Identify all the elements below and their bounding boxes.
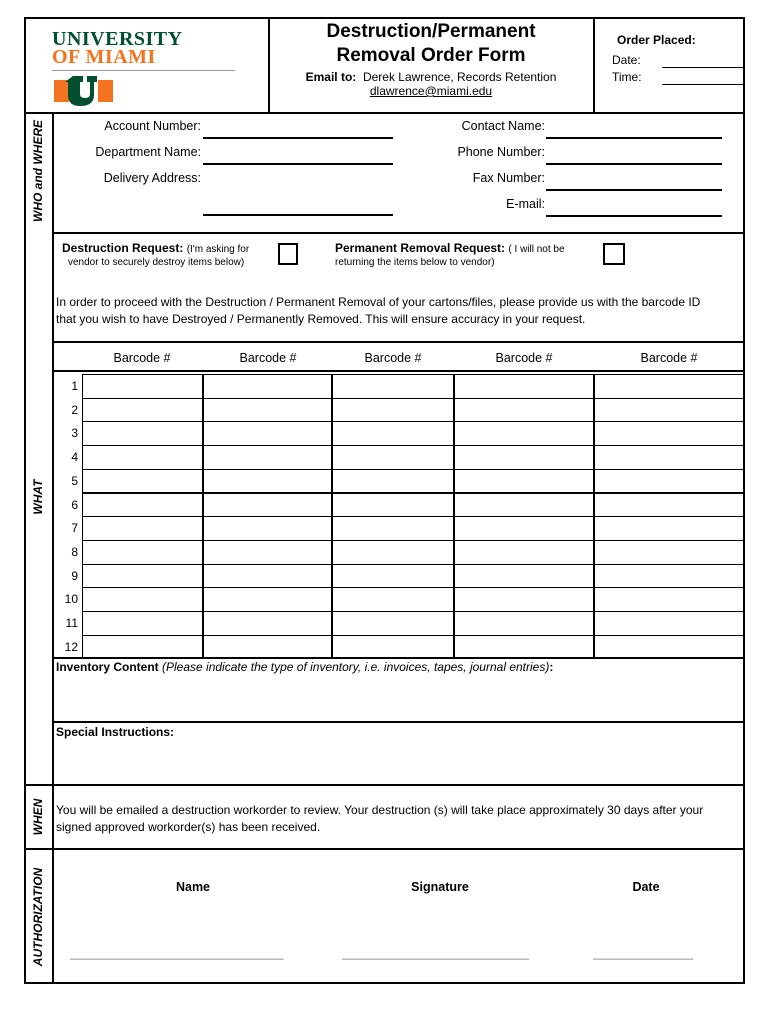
barcode-row-number: 8 — [71, 544, 78, 559]
barcode-cell[interactable] — [454, 445, 594, 470]
barcode-cell[interactable] — [332, 540, 454, 565]
barcode-cell[interactable] — [82, 493, 203, 518]
section-label-what: WHAT — [31, 479, 45, 515]
logo-university-text: UNIVERSITY — [52, 28, 183, 50]
title-line-1: Destruction/Permanent — [326, 21, 536, 42]
section-label-when: WHEN — [31, 798, 45, 836]
barcode-cell[interactable] — [203, 469, 332, 494]
barcode-header-5: Barcode # — [640, 351, 698, 365]
barcode-cell[interactable] — [82, 421, 203, 446]
delivery-address-label: Delivery Address: — [103, 171, 201, 185]
form-title — [270, 20, 592, 68]
barcode-row-number: 9 — [71, 568, 78, 583]
barcode-cell[interactable] — [594, 469, 744, 494]
email-label: E-mail: — [506, 197, 545, 211]
order-date-field[interactable] — [662, 67, 743, 68]
barcode-cell[interactable] — [594, 374, 744, 399]
barcode-cell[interactable] — [332, 469, 454, 494]
barcode-cell[interactable] — [332, 493, 454, 518]
barcode-cell[interactable] — [332, 516, 454, 541]
barcode-cell[interactable] — [332, 611, 454, 636]
phone-number-field[interactable] — [546, 163, 722, 165]
barcode-cell[interactable] — [454, 421, 594, 446]
permanent-removal-note-2: returning the items below to vendor) — [335, 257, 495, 268]
barcode-row-number: 2 — [71, 402, 78, 417]
barcode-cell[interactable] — [594, 398, 744, 423]
barcode-cell[interactable] — [454, 374, 594, 399]
account-number-field[interactable] — [203, 137, 393, 139]
instructions-line-2: that you wish to have Destroyed / Permanently Removed. This will ensure accuracy in your request. — [56, 312, 586, 326]
header-bottom-rule — [24, 112, 745, 114]
barcode-header-bottom-rule — [52, 370, 745, 372]
section-label-who-where: WHO and WHERE — [31, 120, 45, 222]
barcode-cell[interactable] — [203, 564, 332, 589]
barcode-cell[interactable] — [454, 469, 594, 494]
email-to-label: Email to — [305, 70, 353, 84]
who-bottom-rule — [52, 232, 745, 234]
barcode-cell[interactable] — [203, 587, 332, 612]
barcode-cell[interactable] — [594, 540, 744, 565]
barcode-cell[interactable] — [332, 421, 454, 446]
barcode-row-number: 12 — [64, 639, 78, 654]
barcode-header-4: Barcode # — [495, 351, 553, 365]
barcode-cell[interactable] — [82, 516, 203, 541]
section-label-column — [52, 112, 54, 984]
barcode-cell[interactable] — [203, 493, 332, 518]
barcode-cell[interactable] — [594, 445, 744, 470]
special-instructions-label: Special Instructions: — [56, 725, 175, 739]
order-time-label: Time: — [612, 70, 642, 84]
destruction-request-note: (I'm asking for — [186, 244, 250, 255]
department-name-label: Department Name: — [95, 145, 201, 159]
barcode-row-number: 10 — [64, 592, 78, 607]
destruction-request-title: Destruction Request: — [62, 241, 184, 255]
barcode-cell[interactable] — [594, 587, 744, 612]
title-line-2: Removal Order Form — [336, 45, 526, 66]
email-contact: Derek Lawrence, Records Retention — [362, 70, 557, 84]
barcode-cell[interactable] — [203, 398, 332, 423]
authorization-top-rule — [24, 848, 745, 850]
barcode-table-top-rule — [52, 341, 745, 343]
barcode-cell[interactable] — [594, 421, 744, 446]
email-field[interactable] — [546, 215, 722, 217]
barcode-cell[interactable] — [82, 635, 203, 660]
barcode-row-number: 6 — [71, 497, 78, 512]
barcode-header-2: Barcode # — [239, 351, 297, 365]
barcode-row-number: 4 — [71, 450, 78, 465]
u-logo-icon — [54, 76, 114, 106]
order-placed-label: Order Placed: — [617, 33, 696, 47]
barcode-header-3: Barcode # — [364, 351, 422, 365]
order-time-field[interactable] — [662, 84, 743, 85]
email-address-link[interactable]: dlawrence@miami.edu — [369, 84, 493, 98]
barcode-cell[interactable] — [82, 374, 203, 399]
barcode-cell[interactable] — [594, 635, 744, 660]
order-date-label: Date: — [612, 53, 641, 67]
barcode-cell[interactable] — [594, 493, 744, 518]
barcode-cell[interactable] — [454, 611, 594, 636]
inventory-note: (Please indicate the type of inventory, i.e. invoices, tapes, journal entries) — [162, 660, 550, 674]
logo-rule — [52, 70, 235, 71]
barcode-cell[interactable] — [82, 398, 203, 423]
barcode-cell[interactable] — [203, 445, 332, 470]
fax-number-field[interactable] — [546, 189, 722, 191]
barcode-cell[interactable] — [203, 374, 332, 399]
inventory-content-field[interactable] — [54, 678, 744, 720]
barcode-cell[interactable] — [203, 516, 332, 541]
barcode-instructions — [56, 294, 700, 328]
department-name-field[interactable] — [203, 163, 393, 165]
special-top-rule — [52, 721, 745, 723]
authorization-signature-header: Signature — [411, 880, 469, 894]
barcode-cell[interactable] — [82, 469, 203, 494]
phone-number-label: Phone Number: — [457, 145, 545, 159]
barcode-cell[interactable] — [454, 493, 594, 518]
delivery-address-field[interactable] — [203, 214, 393, 216]
barcode-cell[interactable] — [332, 445, 454, 470]
authorization-name-field[interactable]: ________________________________ — [70, 946, 284, 960]
when-line-2: signed approved workorder(s) has been received. — [56, 820, 321, 834]
destruction-request — [62, 241, 249, 255]
logo-of-miami-text: OF MIAMI — [52, 46, 156, 68]
authorization-name-header: Name — [175, 880, 211, 894]
barcode-cell[interactable] — [203, 635, 332, 660]
barcode-cell[interactable] — [332, 587, 454, 612]
inventory-top-rule — [52, 657, 745, 659]
university-logo — [52, 28, 237, 108]
inventory-colon: : — [549, 660, 554, 674]
special-instructions-field[interactable] — [54, 742, 744, 782]
barcode-cell[interactable] — [82, 445, 203, 470]
destruction-request-note-2: vendor to securely destroy items below) — [68, 257, 245, 268]
section-label-authorization: AUTHORIZATION — [31, 867, 45, 967]
permanent-removal-checkbox[interactable] — [603, 243, 625, 265]
barcode-row-number: 5 — [71, 473, 78, 488]
barcode-cell[interactable] — [594, 564, 744, 589]
permanent-removal-note: ( I will not be — [508, 244, 565, 255]
barcode-header-1: Barcode # — [113, 351, 171, 365]
barcode-row-number: 3 — [71, 426, 78, 441]
contact-name-field[interactable] — [546, 137, 722, 139]
inventory-content — [56, 660, 553, 674]
barcode-cell[interactable] — [454, 564, 594, 589]
barcode-row-number: 1 — [71, 379, 78, 393]
barcode-cell[interactable] — [332, 398, 454, 423]
barcode-cell[interactable] — [454, 516, 594, 541]
when-notice — [56, 802, 703, 836]
contact-name-label: Contact Name: — [461, 119, 545, 133]
barcode-cell[interactable] — [594, 611, 744, 636]
instructions-line-1: In order to proceed with the Destruction / Permanent Removal of your cartons/files, please provide us with the barcode ID — [56, 295, 701, 309]
barcode-cell[interactable] — [82, 564, 203, 589]
authorization-date-header: Date — [632, 880, 660, 894]
email-to-line: Email to: Derek Lawrence, Records Retention — [305, 70, 557, 84]
barcode-cell[interactable] — [82, 587, 203, 612]
fax-number-label: Fax Number: — [472, 171, 545, 185]
when-top-rule — [24, 784, 745, 786]
barcode-cell[interactable] — [332, 564, 454, 589]
barcode-cell[interactable] — [454, 635, 594, 660]
barcode-row-number: 7 — [71, 521, 78, 536]
barcode-cell[interactable] — [454, 540, 594, 565]
barcode-row-number: 11 — [65, 616, 78, 630]
permanent-removal-title: Permanent Removal Request: — [335, 241, 506, 255]
barcode-cell[interactable] — [454, 398, 594, 423]
authorization-signature-field[interactable]: ____________________________ — [342, 946, 529, 960]
barcode-cell[interactable] — [82, 540, 203, 565]
barcode-cell[interactable] — [203, 421, 332, 446]
barcode-cell[interactable] — [332, 374, 454, 399]
when-line-1: You will be emailed a destruction workorder to review. Your destruction (s) will take place approximately 30 days after your — [56, 803, 704, 817]
barcode-cell[interactable] — [203, 611, 332, 636]
barcode-cell[interactable] — [454, 587, 594, 612]
authorization-date-field[interactable]: _______________ — [593, 946, 694, 960]
destruction-request-checkbox[interactable] — [278, 243, 298, 265]
permanent-removal-request — [335, 241, 565, 255]
barcode-cell[interactable] — [594, 516, 744, 541]
barcode-cell[interactable] — [332, 635, 454, 660]
header-divider-right — [593, 17, 595, 113]
barcode-cell[interactable] — [82, 611, 203, 636]
account-number-label: Account Number: — [104, 119, 201, 133]
inventory-label: Inventory Content — [56, 660, 159, 674]
barcode-cell[interactable] — [203, 540, 332, 565]
